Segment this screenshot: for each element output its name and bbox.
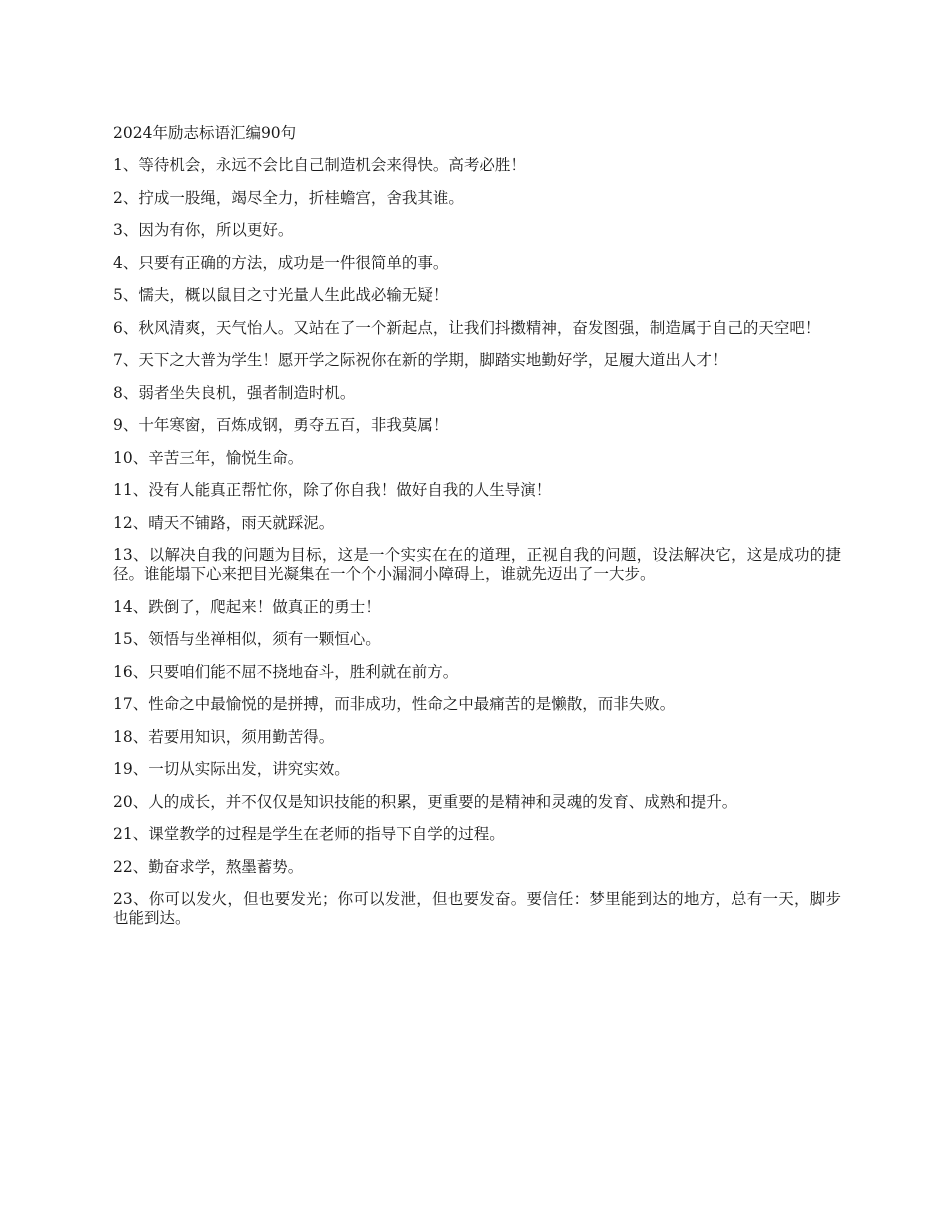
list-item: 3、因为有你，所以更好。: [113, 221, 294, 239]
list-item: 2、拧成一股绳，竭尽全力，折桂蟾宫，舍我其谁。: [113, 188, 464, 207]
list-item: 22、勤奋求学，熬墨蓄势。: [113, 857, 304, 876]
list-item: 17、性命之中最愉悦的是拼搏，而非成功，性命之中最痛苦的是懒散，而非失败。: [113, 695, 676, 713]
list-item: 11、没有人能真正帮忙你，除了你自我！做好自我的人生导演！: [113, 481, 552, 499]
list-item: 4、只要有正确的方法，成功是一件很简单的事。: [113, 253, 449, 272]
list-item: 23、你可以发火，但也要发光；你可以发泄，但也要发奋。要信任：梦里能到达的地方，总有一天，脚步也能到达。: [113, 890, 841, 927]
list-item: 8、弱者坐失良机，强者制造时机。: [113, 383, 356, 402]
list-item: 16、只要咱们能不屈不挠地奋斗，胜利就在前方。: [113, 662, 459, 681]
list-item: 7、天下之大普为学生！愿开学之际祝你在新的学期，脚踏实地勤好学，足履大道出人才！: [113, 351, 728, 369]
list-item: 18、若要用知识，须用勤苦得。: [113, 727, 335, 746]
list-item: 10、辛苦三年，愉悦生命。: [113, 448, 304, 467]
list-item: 5、懦夫，概以鼠目之寸光量人生此战必输无疑！: [113, 286, 449, 304]
list-item: 21、课堂教学的过程是学生在老师的指导下自学的过程。: [113, 825, 505, 843]
list-item: 15、领悟与坐禅相似，须有一颗恒心。: [113, 630, 381, 648]
document-title: 2024年励志标语汇编90句: [113, 124, 297, 142]
list-item: 6、秋风清爽，天气怡人。又站在了一个新起点，让我们抖擞精神，奋发图强，制造属于自己的天空吧！: [113, 318, 821, 337]
list-item: 14、跌倒了，爬起来！做真正的勇士！: [113, 597, 381, 616]
list-item: 20、人的成长，并不仅仅是知识技能的积累，更重要的是精神和灵魂的发育、成熟和提升。: [113, 792, 738, 811]
list-item: 12、晴天不铺路，雨天就踩泥。: [113, 513, 335, 532]
list-item: 13、以解决自我的问题为目标，这是一个实实在在的道理，正视自我的问题，设法解决它，这是成功的捷径。谁能塌下心来把目光凝集在一个个小漏洞小障碍上，谁就先迈出了一大步。: [113, 546, 841, 583]
document-body: [113, 124, 841, 942]
list-item: 19、一切从实际出发，讲究实效。: [113, 760, 350, 778]
slogan-list: [113, 156, 841, 928]
list-item: 1、等待机会，永远不会比自己制造机会来得快。高考必胜！: [113, 156, 526, 174]
list-item: 9、十年寒窗，百炼成钢，勇夺五百，非我莫属！: [113, 416, 449, 434]
